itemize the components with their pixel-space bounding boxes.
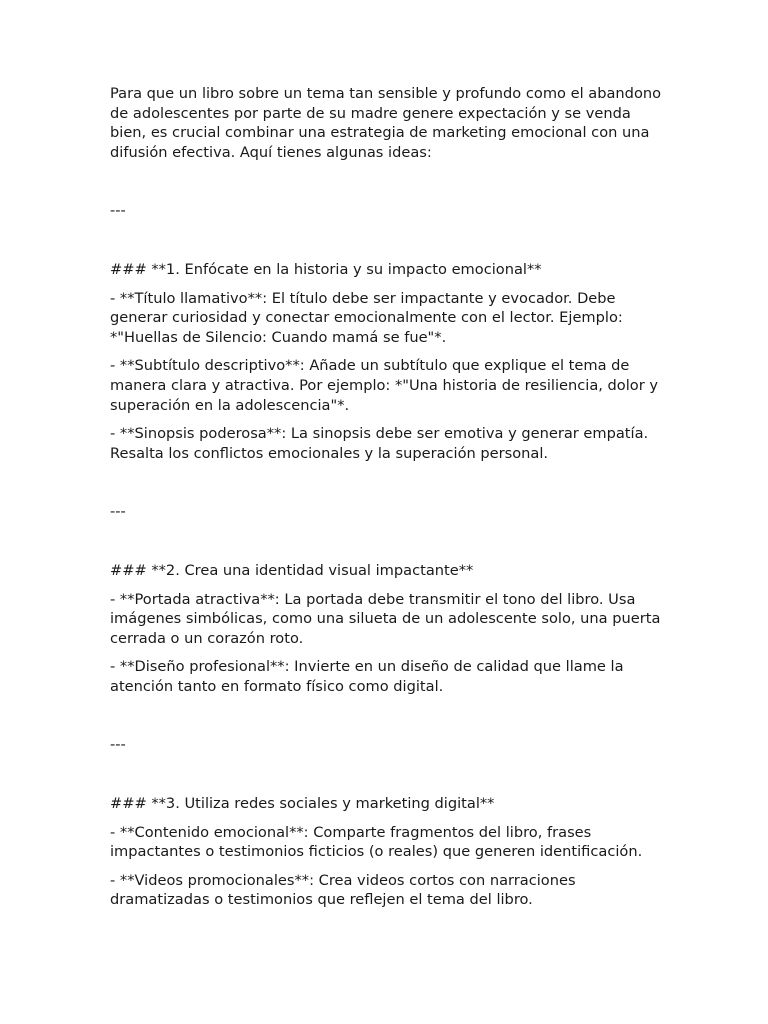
separator: --- <box>110 503 126 521</box>
bullet-titulo-llamativo: - **Título llamativo**: El título debe ser impactante y evocador. Debe generar curiosidad y conectar emocionalmente con el lector. Ejemplo: *"Huellas de Silencio: Cuando mamá se fue"*. <box>110 289 623 346</box>
bullet-portada-atractiva: - **Portada atractiva**: La portada debe transmitir el tono del libro. Usa imágenes simbólicas, como una silueta de un adolescente solo, una puerta cerrada o un corazón roto. <box>110 590 661 647</box>
bullet-subtitulo-descriptivo: - **Subtítulo descriptivo**: Añade un subtítulo que explique el tema de manera clara y atractiva. Por ejemplo: *"Una historia de resiliencia, dolor y superación en la adolescencia"*. <box>110 357 658 414</box>
section-heading-3: ### **3. Utiliza redes sociales y marketing digital** <box>110 795 495 813</box>
separator: --- <box>110 202 126 220</box>
intro-paragraph: Para que un libro sobre un tema tan sensible y profundo como el abandono de adolescentes por parte de su madre genere expectación y se venda bien, es crucial combinar una estrategia de marketing emocional con una difusión efectiva. Aquí tienes algunas ideas: <box>110 85 666 161</box>
section-heading-2: ### **2. Crea una identidad visual impactante** <box>110 561 474 579</box>
bullet-sinopsis-poderosa: - **Sinopsis poderosa**: La sinopsis debe ser emotiva y generar empatía. Resalta los conflictos emocionales y la superación personal. <box>110 425 649 462</box>
bullet-contenido-emocional: - **Contenido emocional**: Comparte fragmentos del libro, frases impactantes o testimonios ficticios (o reales) que generen identificación. <box>110 823 643 861</box>
section-heading-1: ### **1. Enfócate en la historia y su impacto emocional** <box>110 260 542 278</box>
document-page <box>110 84 670 910</box>
separator: --- <box>110 736 126 754</box>
bullet-diseno-profesional: - **Diseño profesional**: Invierte en un diseño de calidad que llame la atención tanto en formato físico como digital. <box>110 658 624 695</box>
bullet-videos-promocionales: - **Videos promocionales**: Crea videos cortos con narraciones dramatizadas o testimonios que reflejen el tema del libro. <box>110 871 576 909</box>
